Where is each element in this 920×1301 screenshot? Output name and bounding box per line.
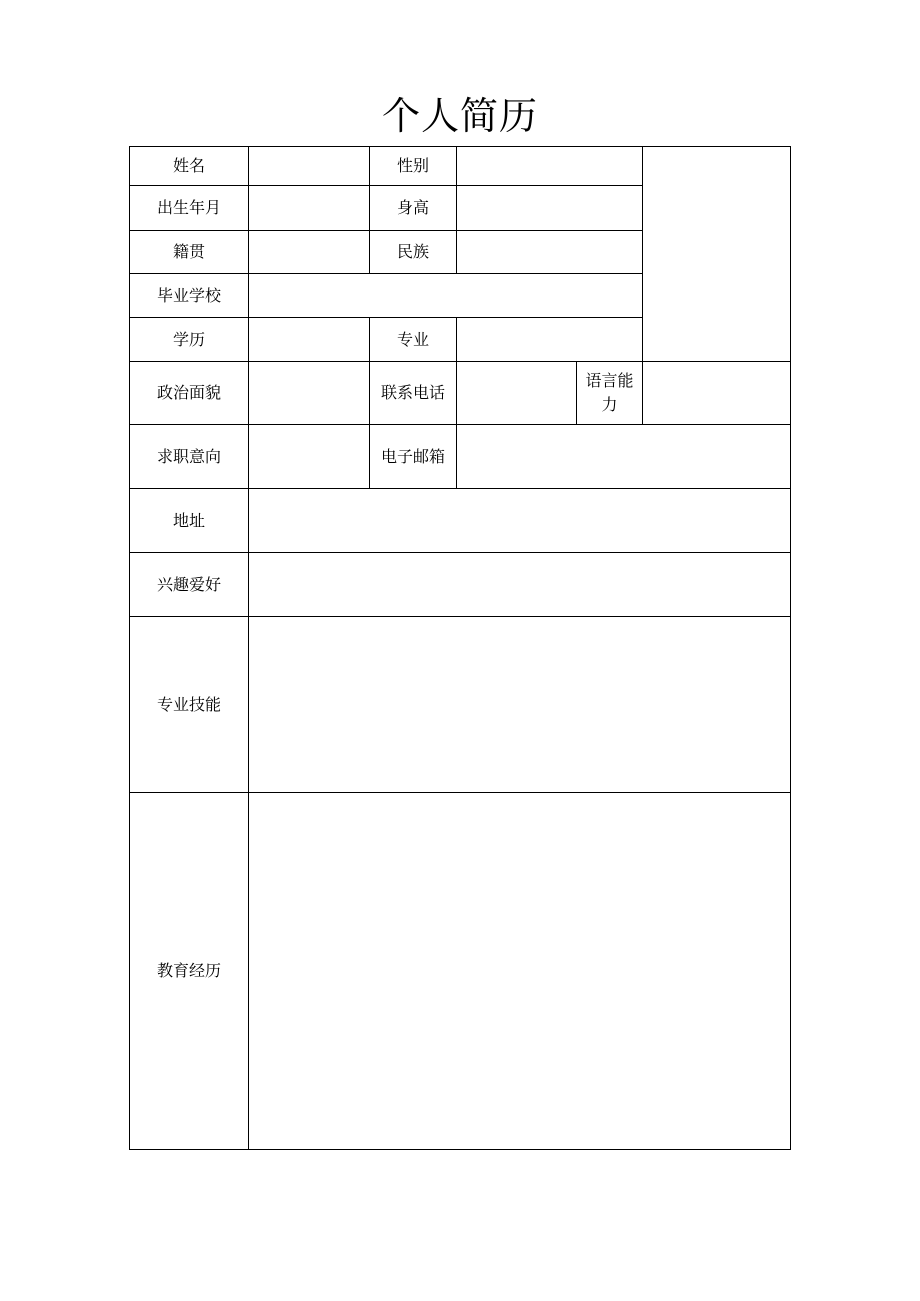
name-label: 姓名 <box>130 147 249 186</box>
resume-form-table <box>129 146 791 1150</box>
hobbies-field[interactable] <box>249 553 791 617</box>
education-history-field[interactable] <box>249 793 791 1150</box>
address-label: 地址 <box>130 489 249 553</box>
table-row <box>130 362 791 425</box>
email-label: 电子邮箱 <box>370 425 457 489</box>
gender-field[interactable] <box>457 147 643 186</box>
phone-label: 联系电话 <box>370 362 457 425</box>
job-intention-label: 求职意向 <box>130 425 249 489</box>
table-row <box>130 147 791 186</box>
education-field[interactable] <box>249 318 370 362</box>
height-field[interactable] <box>457 186 643 231</box>
language-field[interactable] <box>643 362 791 425</box>
birth-label: 出生年月 <box>130 186 249 231</box>
education-label: 学历 <box>130 318 249 362</box>
skills-field[interactable] <box>249 617 791 793</box>
school-label: 毕业学校 <box>130 274 249 318</box>
table-row <box>130 553 791 617</box>
politics-label: 政治面貌 <box>130 362 249 425</box>
ethnicity-label: 民族 <box>370 231 457 274</box>
page-title: 个人简历 <box>381 94 538 138</box>
ethnicity-field[interactable] <box>457 231 643 274</box>
table-row <box>130 617 791 793</box>
native-place-field[interactable] <box>249 231 370 274</box>
skills-label: 专业技能 <box>130 617 249 793</box>
hobbies-label: 兴趣爱好 <box>130 553 249 617</box>
school-field[interactable] <box>249 274 643 318</box>
phone-field[interactable] <box>457 362 577 425</box>
name-field[interactable] <box>249 147 370 186</box>
table-row <box>130 793 791 1150</box>
politics-field[interactable] <box>249 362 370 425</box>
gender-label: 性别 <box>370 147 457 186</box>
major-field[interactable] <box>457 318 643 362</box>
table-row <box>130 489 791 553</box>
language-label-cell <box>577 362 643 425</box>
major-label: 专业 <box>370 318 457 362</box>
height-label: 身高 <box>370 186 457 231</box>
birth-field[interactable] <box>249 186 370 231</box>
address-field[interactable] <box>249 489 791 553</box>
table-row <box>130 425 791 489</box>
education-history-label: 教育经历 <box>130 793 249 1150</box>
native-place-label: 籍贯 <box>130 231 249 274</box>
email-field[interactable] <box>457 425 791 489</box>
language-label: 语言能力 <box>585 371 634 414</box>
job-intention-field[interactable] <box>249 425 370 489</box>
photo-box[interactable] <box>643 147 791 362</box>
